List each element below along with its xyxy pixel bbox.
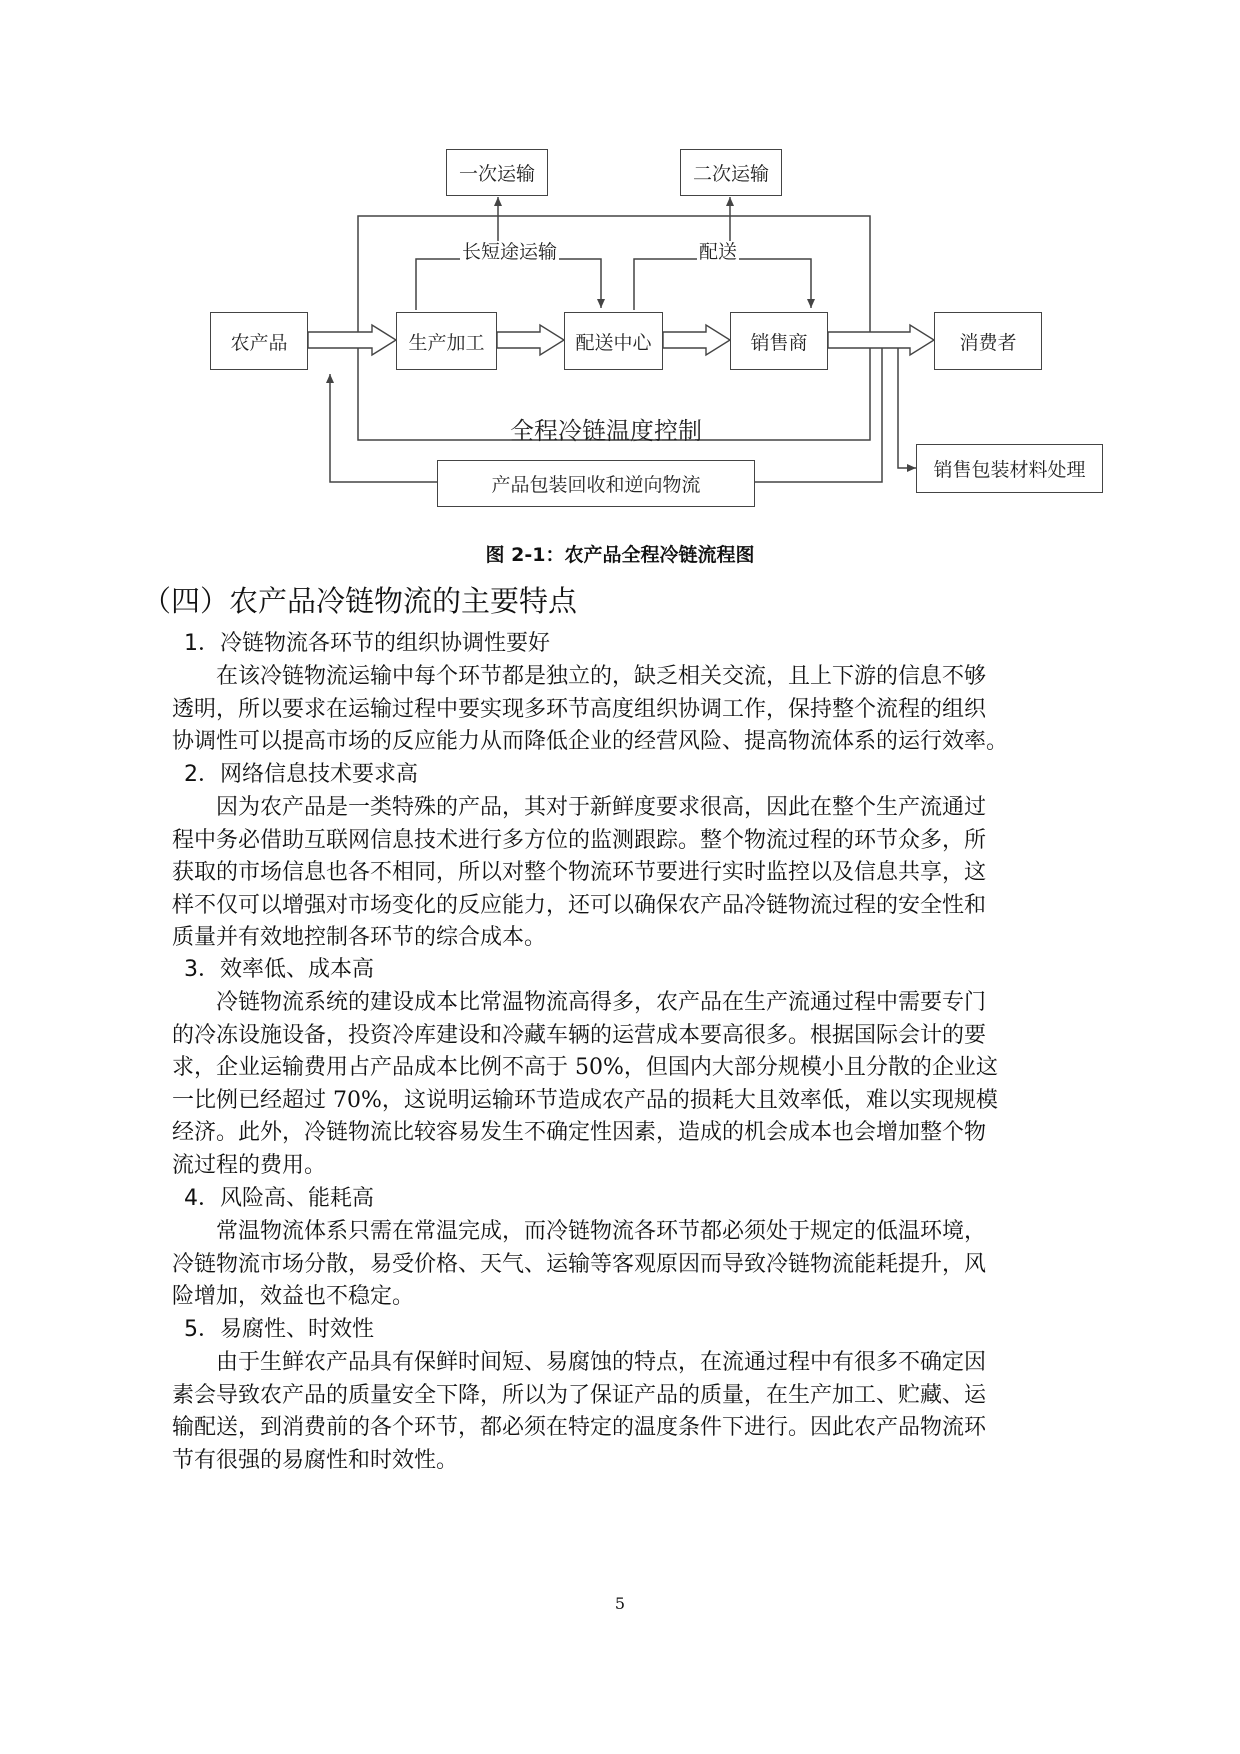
- subsection-heading-3: 3．效率低、成本高: [184, 957, 374, 982]
- paragraph-line: 输配送，到消费前的各个环节，都必须在特定的温度条件下进行。因此农产品物流环: [172, 1415, 987, 1440]
- recycling-node: 产品包装回收和逆向物流: [437, 460, 755, 507]
- long-short-transport-label: 长短途运输: [462, 241, 558, 263]
- retailer-node: 销售商: [730, 312, 828, 370]
- subsection-paragraph-5: [172, 1347, 1100, 1477]
- paragraph-line: 在该冷链物流运输中每个环节都是独立的，缺乏相关交流，且上下游的信息不够: [216, 664, 987, 689]
- paragraph-line: 的冷冻设施设备，投资冷库建设和冷藏车辆的运营成本要高很多。根据国际会计的要: [172, 1022, 987, 1048]
- paragraph-line: 程中务必借助互联网信息技术进行多方位的监测跟踪。整个物流过程的环节众多，所: [172, 827, 987, 853]
- paragraph-line: 流过程的费用。: [172, 1152, 327, 1178]
- reverse-logistics-return: [330, 374, 437, 482]
- packaging-disposal-line: [898, 345, 916, 468]
- paragraph-line: 素会导致农产品的质量安全下降，所以为了保证产品的质量，在生产加工、贮藏、运: [172, 1382, 987, 1408]
- flow-arrow-1: [308, 325, 396, 355]
- paragraph-line: 质量并有效地控制各环节的综合成本。: [172, 925, 547, 950]
- flow-arrow-4: [828, 325, 934, 355]
- subsection-paragraph-2: [172, 792, 1100, 955]
- paragraph-line: 一比例已经超过 70%，这说明运输环节造成农产品的损耗大且效率低，难以实现规模: [172, 1087, 998, 1113]
- paragraph-line: 冷链物流系统的建设成本比常温物流高得多，农产品在生产流通过程中需要专门: [216, 990, 987, 1015]
- subsection-heading-1: 1．冷链物流各环节的组织协调性要好: [184, 631, 550, 656]
- paragraph-line: 求，企业运输费用占产品成本比例不高于 50%，但国内大部分规模小且分散的企业这: [172, 1055, 998, 1080]
- subsection-paragraph-4: [172, 1216, 1100, 1314]
- farm-products-node: 农产品: [210, 312, 308, 370]
- paragraph-line: 获取的市场信息也各不相同，所以对整个物流环节要进行实时监控以及信息共享，这: [172, 860, 987, 885]
- subsection-paragraph-1: [172, 661, 1100, 759]
- distribution-center-node: 配送中心: [564, 312, 663, 370]
- delivery-label: 配送: [699, 241, 738, 263]
- paragraph-line: 透明，所以要求在运输过程中要实现多环节高度组织协调工作，保持整个流程的组织: [172, 696, 987, 722]
- consumer-node: 消费者: [934, 312, 1042, 370]
- subsection-heading-4: 4．风险高、能耗高: [184, 1186, 374, 1211]
- flow-arrow-2: [497, 325, 564, 355]
- paragraph-line: 协调性可以提高市场的反应能力从而降低企业的经营风险、提高物流体系的运行效率。: [172, 729, 1009, 754]
- section-title: （四）农产品冷链物流的主要特点: [142, 584, 578, 618]
- delivery-line: [634, 259, 811, 310]
- flow-arrow-3: [663, 325, 730, 355]
- full-cold-chain-control-label: 全程冷链温度控制: [510, 417, 702, 445]
- production-node: 生产加工: [396, 312, 497, 370]
- page-number: 5: [614, 1594, 626, 1613]
- paragraph-line: 冷链物流市场分散，易受价格、天气、运输等客观原因而导致冷链物流能耗提升，风: [172, 1251, 987, 1277]
- subsection-heading-5: 5．易腐性、时效性: [184, 1317, 374, 1342]
- packaging-disposal-node: 销售包装材料处理: [916, 444, 1103, 493]
- first-transport-node: 一次运输: [446, 149, 548, 196]
- subsection-heading-2: 2．网络信息技术要求高: [184, 762, 418, 787]
- subsection-paragraph-3: [172, 987, 1100, 1182]
- paragraph-line: 常温物流体系只需在常温完成，而冷链物流各环节都必须处于规定的低温环境，: [216, 1219, 987, 1244]
- paragraph-line: 由于生鲜农产品具有保鲜时间短、易腐蚀的特点，在流通过程中有很多不确定因: [216, 1350, 987, 1375]
- paragraph-line: 险增加，效益也不稳定。: [172, 1284, 415, 1309]
- paragraph-line: 因为农产品是一类特殊的产品，其对于新鲜度要求很高，因此在整个生产流通过: [216, 795, 987, 820]
- long-short-transport-line: [416, 259, 601, 310]
- paragraph-line: 节有很强的易腐性和时效性。: [172, 1447, 459, 1473]
- paragraph-line: 样不仅可以增强对市场变化的反应能力，还可以确保农产品冷链物流过程的安全性和: [172, 892, 987, 918]
- figure-caption: 图 2-1：农产品全程冷链流程图: [485, 544, 755, 566]
- second-transport-node: 二次运输: [680, 149, 782, 196]
- paragraph-line: 经济。此外，冷链物流比较容易发生不确定性因素，造成的机会成本也会增加整个物: [172, 1120, 987, 1145]
